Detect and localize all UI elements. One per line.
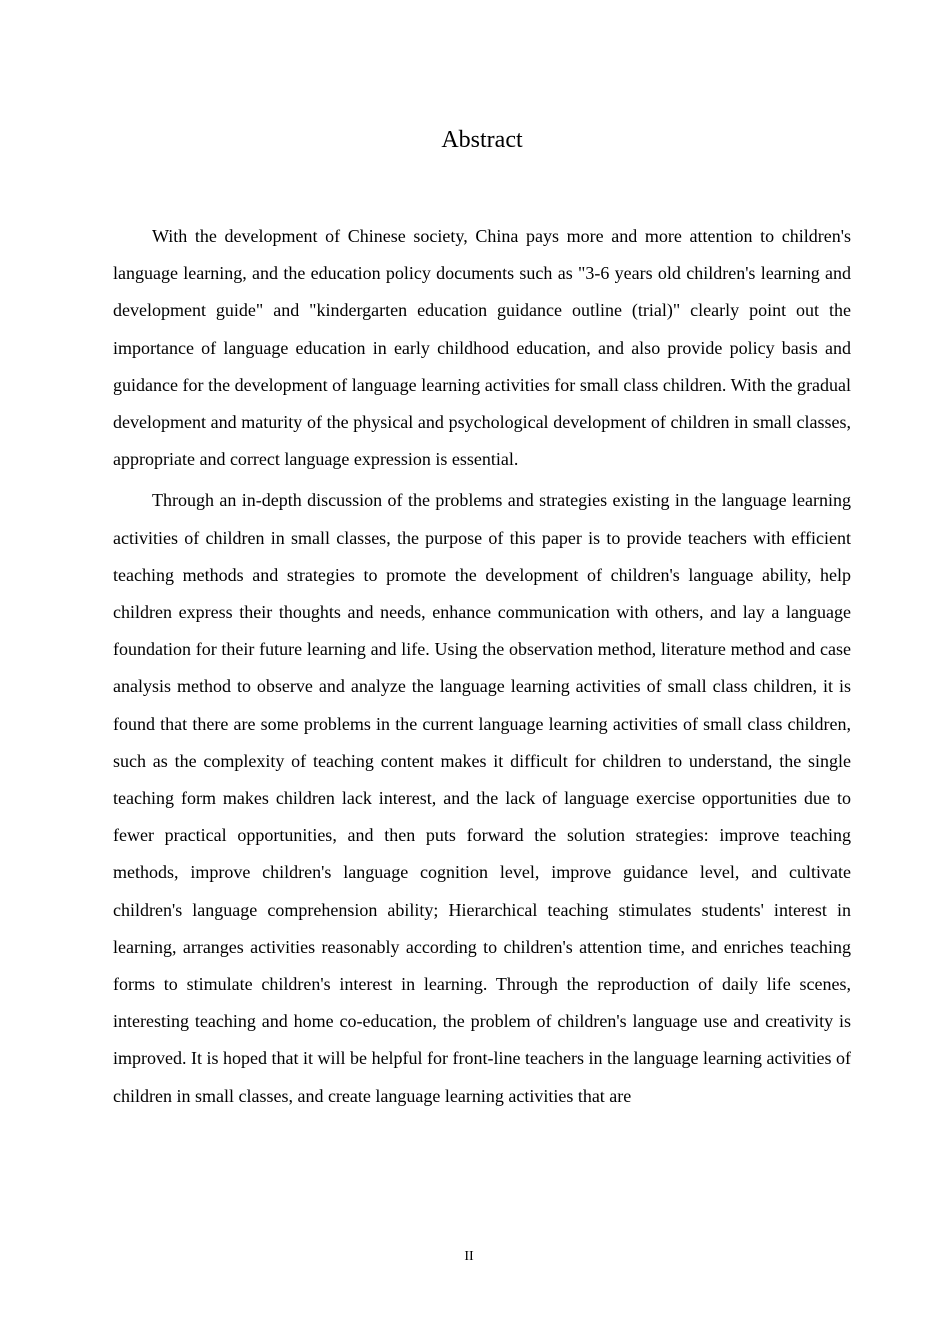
- abstract-paragraph-2: Through an in-depth discussion of the problems and strategies existing in the language learning activities of children in small classes, the purpose of this paper is to provide teachers with efficient teaching methods and strategies to promote the development of children's language ability, help children express their thoughts and needs, enhance communication with others, and lay a language foundation for their future learning and life. Using the observation method, literature method and case analysis method to observe and analyze the language learning activities of small class children, it is found that there are some problems in the current language learning activities of small class children, such as the complexity of teaching content makes it difficult for children to understand, the single teaching form makes children lack interest, and the lack of language exercise opportunities due to fewer practical opportunities, and then puts forward the solution strategies: improve teaching methods, improve children's language cognition level, improve guidance level, and cultivate children's language comprehension ability; Hierarchical teaching stimulates students' interest in learning, arranges activities reasonably according to children's attention time, and enriches teaching forms to stimulate children's interest in learning. Through the reproduction of daily life scenes, interesting teaching and home co-education, the problem of children's language use and creativity is improved. It is hoped that it will be helpful for front-line teachers in the language learning activities of children in small classes, and create language learning activities that are: [113, 490, 851, 1106]
- page-number: II: [464, 1249, 474, 1264]
- page-title: Abstract: [441, 127, 523, 153]
- abstract-paragraph-1: With the development of Chinese society, China pays more and more attention to children's language learning, and the education policy documents such as "3-6 years old children's learning and development guide" and "kindergarten education guidance outline (trial)" clearly point out the importance of language education in early childhood education, and also provide policy basis and guidance for the development of language learning activities for small class children. With the gradual development and maturity of the physical and psychological development of children in small classes, appropriate and correct language expression is essential.: [113, 226, 851, 470]
- abstract-body: [113, 218, 851, 1119]
